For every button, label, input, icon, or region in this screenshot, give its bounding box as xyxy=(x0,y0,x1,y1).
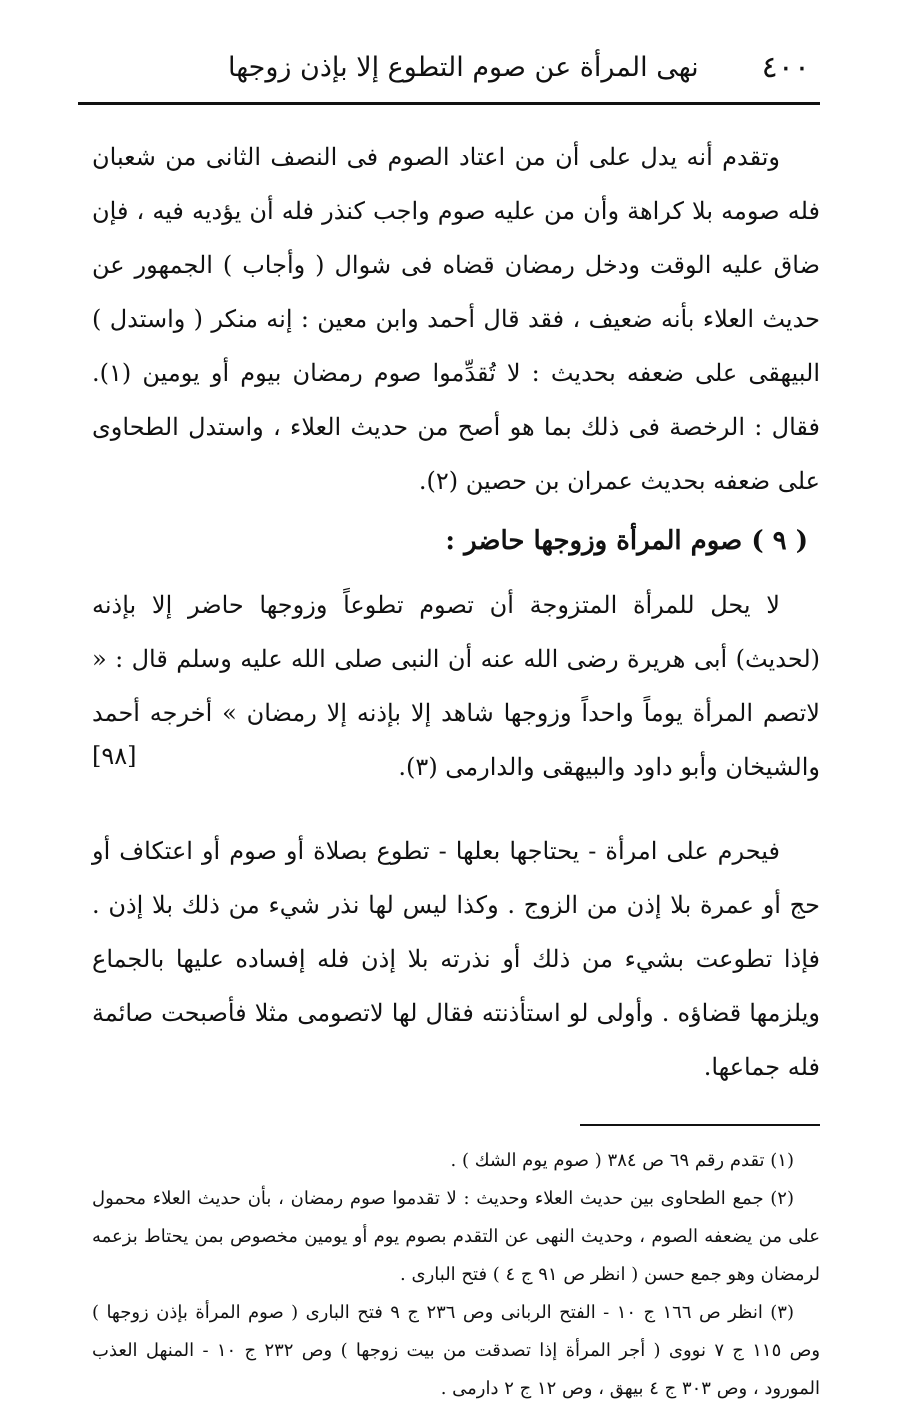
page-number: ٤٠٠ xyxy=(761,50,810,85)
footnote-3: (٣) انظر ص ١٦٦ ج ١٠ - الفتح الربانى وص ٢٣٦ ج ٩ فتح البارى ( صوم المرأة بإذن زوجها ) وص ١١٥ ج ٧ نووى ( أجر المرأة إذا تصدقت من بيت زوجها ) وص ٢٣٢ ج ١٠ - المنهل العذب المورود ، وص ٣٠٣ ج ٤ بيهق ، وص ١٢ ج ٢ دارمى . xyxy=(92,1302,821,1399)
page-body xyxy=(92,130,820,1408)
running-title: نهى المرأة عن صوم التطوع إلا بإذن زوجها xyxy=(228,52,699,83)
paragraph-hadith: لا يحل للمرأة المتزوجة أن تصوم تطوعاً وزوجها حاضر إلا بإذنه (لحديث) أبى هريرة رضى الله عنه أن النبى صلى الله عليه وسلم قال : « لاتصم المرأة يوماً واحداً وزوجها شاهد إلا بإذنه إلا رمضان » أخرجه أحمد والشيخان وأبو داود والبيهقى والدارمى (٣). xyxy=(92,591,820,781)
header-rule xyxy=(78,102,820,105)
paragraph-ruling: فيحرم على امرأة - يحتاجها بعلها - تطوع بصلاة أو صوم أو اعتكاف أو حج أو عمرة بلا إذن من الزوج . وكذا ليس لها نذر شيء من ذلك بلا إذن . فإذا تطوعت بشيء من ذلك أو نذرته بلا إذن فله إفساده عليها بالجماع ويلزمها قضاؤه . وأولى لو استأذنته فقال لها لاتصومى مثلا فأصبحت صائمة فله جماعها. xyxy=(92,837,820,1081)
footnotes xyxy=(92,1142,820,1408)
ref-mark: [٩٨] xyxy=(92,742,137,770)
footnote-rule xyxy=(580,1124,820,1126)
page-header xyxy=(78,44,820,98)
ref-mark-row xyxy=(92,742,820,802)
footnote-1: (١) تقدم رقم ٦٩ ص ٣٨٤ ( صوم يوم الشك ) . xyxy=(450,1150,794,1171)
paragraph-intro: وتقدم أنه يدل على أن من اعتاد الصوم فى النصف الثانى من شعبان فله صومه بلا كراهة وأن من عليه صوم واجب كنذر فله أن يؤديه فيه ، فإن ضاق عليه الوقت ودخل رمضان قضاه فى شوال ( وأجاب ) الجمهور عن حديث العلاء بأنه ضعيف ، فقد قال أحمد وابن معين : إنه منكر ( واستدل ) البيهقى على ضعفه بحديث : لا تُقدِّموا صوم رمضان بيوم أو يومين (١). فقال : الرخصة فى ذلك بما هو أصح من حديث العلاء ، واستدل الطحاوى على ضعفه بحديث عمران بن حصين (٢). xyxy=(92,143,820,495)
section-heading: ( ٩ ) صوم المرأة وزوجها حاضر : xyxy=(445,526,808,556)
footnote-separator xyxy=(92,1124,820,1126)
footnote-2: (٢) جمع الطحاوى بين حديث العلاء وحديث : لا تقدموا صوم رمضان ، بأن حديث العلاء محمول على من يضعفه الصوم ، وحديث النهى عن التقدم بصوم يوم أو يومين مخصوص بمن يحتاط بزعمه لرمضان وهو جمع حسن ( انظر ص ٩١ ج ٤ ) فتح البارى . xyxy=(92,1188,820,1285)
